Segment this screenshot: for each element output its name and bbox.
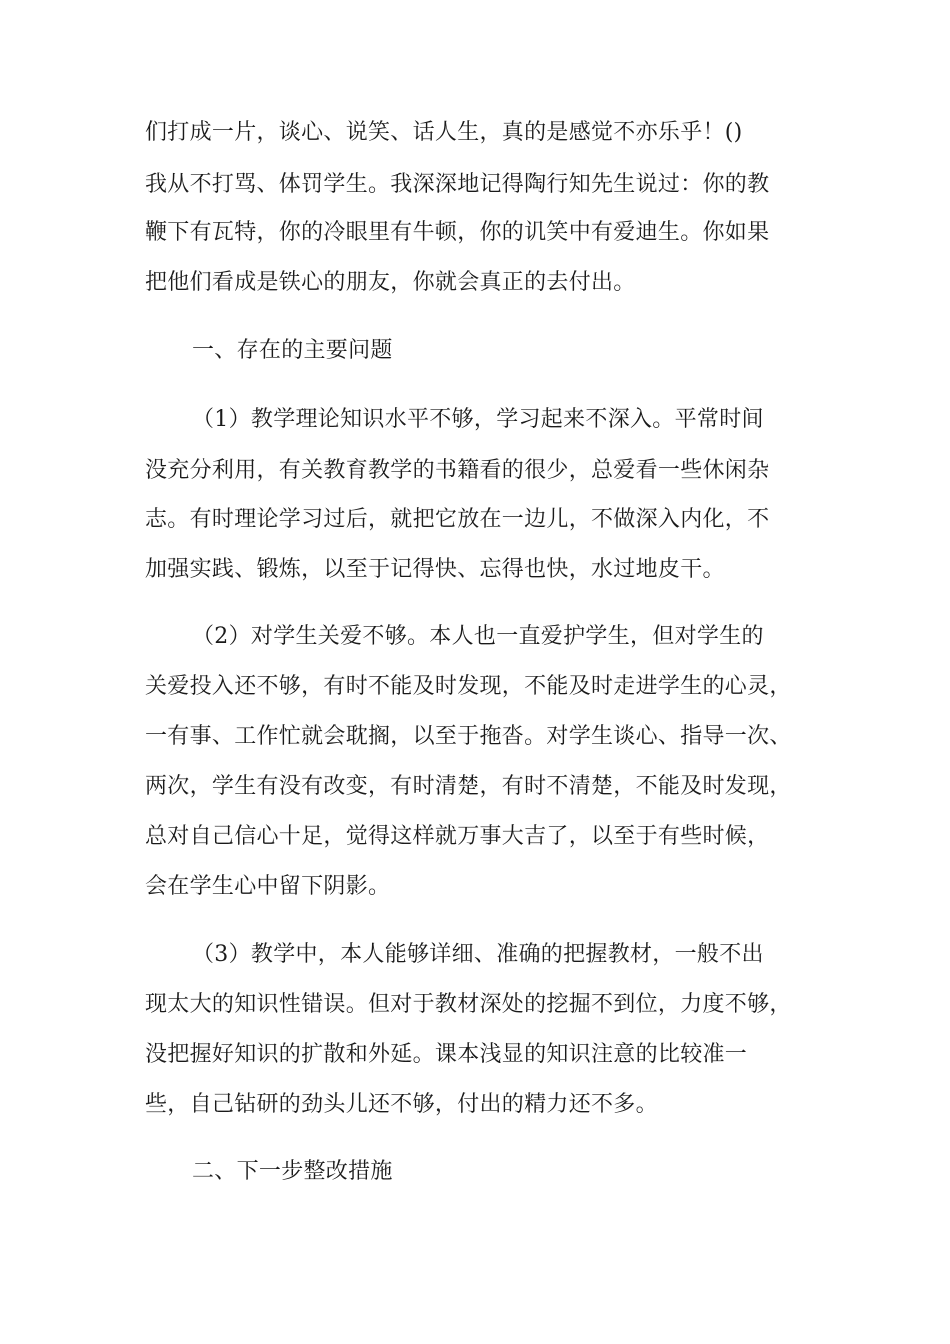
text-line: 一有事、工作忙就会耽搁，以至于拖沓。对学生谈心、指导一次、 bbox=[145, 724, 792, 749]
section-heading: 一、存在的主要问题 bbox=[192, 338, 393, 363]
text-line: （1）教学理论知识水平不够，学习起来不深入。平常时间 bbox=[192, 407, 764, 432]
text-line: 志。有时理论学习过后，就把它放在一边儿，不做深入内化，不 bbox=[145, 507, 770, 532]
text-line: 总对自己信心十足，觉得这样就万事大吉了，以至于有些时候， bbox=[145, 824, 770, 849]
text-line: 把他们看成是铁心的朋友，你就会真正的去付出。 bbox=[145, 270, 636, 295]
text-line: 关爱投入还不够，有时不能及时发现，不能及时走进学生的心灵， bbox=[145, 674, 792, 699]
text-line: 加强实践、锻炼，以至于记得快、忘得也快，水过地皮干。 bbox=[145, 557, 725, 582]
section-heading: 二、下一步整改措施 bbox=[192, 1159, 393, 1184]
text-line: 现太大的知识性错误。但对于教材深处的挖掘不到位，力度不够， bbox=[145, 992, 792, 1017]
text-line: 鞭下有瓦特，你的冷眼里有牛顿，你的讥笑中有爱迪生。你如果 bbox=[145, 220, 770, 245]
text-line: 会在学生心中留下阴影。 bbox=[145, 874, 391, 899]
text-line: 们打成一片，谈心、说笑、话人生，真的是感觉不亦乐乎！() bbox=[145, 120, 743, 145]
text-line: 两次，学生有没有改变，有时清楚，有时不清楚，不能及时发现， bbox=[145, 774, 792, 799]
text-line: （3）教学中，本人能够详细、准确的把握教材，一般不出 bbox=[192, 942, 764, 967]
text-line: 没把握好知识的扩散和外延。课本浅显的知识注意的比较准一 bbox=[145, 1042, 748, 1067]
text-line: 些，自己钻研的劲头儿还不够，付出的精力还不多。 bbox=[145, 1092, 658, 1117]
text-line: 没充分利用，有关教育教学的书籍看的很少，总爱看一些休闲杂 bbox=[145, 458, 770, 483]
text-line: 我从不打骂、体罚学生。我深深地记得陶行知先生说过：你的教 bbox=[145, 172, 770, 197]
text-line: （2）对学生关爱不够。本人也一直爱护学生，但对学生的 bbox=[192, 624, 764, 649]
